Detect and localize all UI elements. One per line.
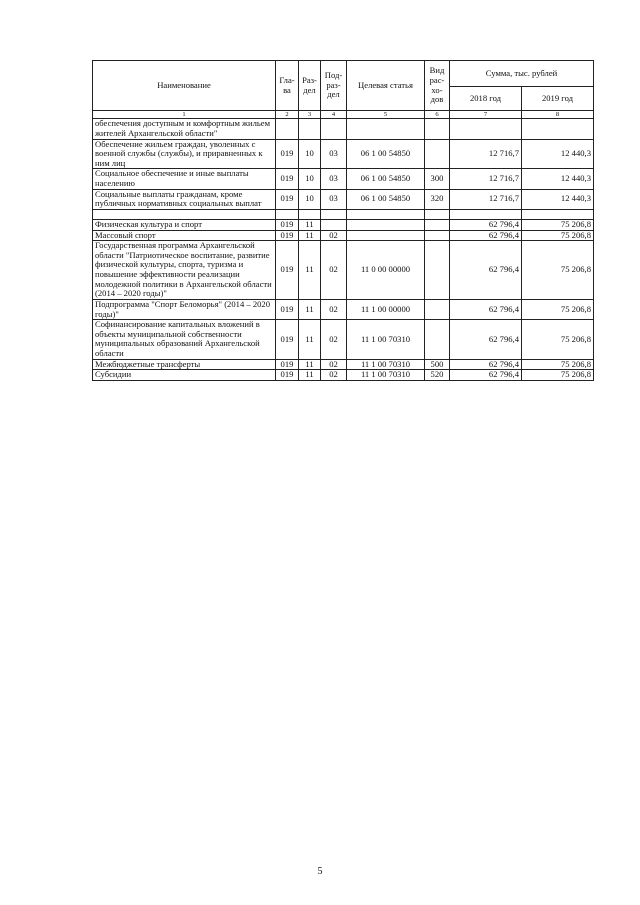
header-target: Целевая статья bbox=[347, 61, 425, 111]
row-sum-2019: 75 206,8 bbox=[522, 370, 594, 381]
table-header bbox=[93, 61, 594, 119]
row-sum-2019: 12 440,3 bbox=[522, 139, 594, 169]
table-row bbox=[93, 299, 594, 319]
row-razdel: 11 bbox=[299, 320, 321, 360]
row-target: 11 1 00 70310 bbox=[347, 320, 425, 360]
row-glava bbox=[276, 209, 299, 219]
row-target bbox=[347, 119, 425, 139]
row-vid bbox=[425, 299, 450, 319]
row-razdel: 11 bbox=[299, 241, 321, 300]
row-vid bbox=[425, 230, 450, 241]
row-podrazdel: 02 bbox=[321, 299, 347, 319]
row-name: Социальное обеспечение и иные выплаты населению bbox=[93, 169, 276, 189]
row-glava: 019 bbox=[276, 139, 299, 169]
table-row bbox=[93, 241, 594, 300]
row-sum-2018 bbox=[450, 119, 522, 139]
table-row bbox=[93, 209, 594, 219]
row-sum-2018: 62 796,4 bbox=[450, 230, 522, 241]
table-row bbox=[93, 359, 594, 370]
table-row bbox=[93, 230, 594, 241]
row-sum-2019: 12 440,3 bbox=[522, 169, 594, 189]
row-razdel bbox=[299, 119, 321, 139]
row-vid bbox=[425, 219, 450, 230]
row-vid bbox=[425, 241, 450, 300]
row-target bbox=[347, 209, 425, 219]
table-row bbox=[93, 219, 594, 230]
row-sum-2019: 75 206,8 bbox=[522, 359, 594, 370]
row-sum-2018: 62 796,4 bbox=[450, 320, 522, 360]
header-name: Наименование bbox=[93, 61, 276, 111]
row-target: 11 1 00 70310 bbox=[347, 359, 425, 370]
row-name: Обеспечение жильем граждан, уволенных с военной службы (службы), и приравненных к ним лиц bbox=[93, 139, 276, 169]
table-body bbox=[93, 119, 594, 381]
row-razdel: 11 bbox=[299, 370, 321, 381]
row-name: Субсидии bbox=[93, 370, 276, 381]
row-podrazdel: 02 bbox=[321, 241, 347, 300]
row-glava: 019 bbox=[276, 241, 299, 300]
row-sum-2019: 12 440,3 bbox=[522, 189, 594, 209]
row-podrazdel bbox=[321, 209, 347, 219]
row-razdel: 11 bbox=[299, 299, 321, 319]
table-row bbox=[93, 320, 594, 360]
budget-table bbox=[92, 60, 594, 381]
row-sum-2018 bbox=[450, 209, 522, 219]
row-sum-2019: 75 206,8 bbox=[522, 219, 594, 230]
row-target bbox=[347, 230, 425, 241]
page-number: 5 bbox=[317, 866, 323, 877]
row-vid bbox=[425, 119, 450, 139]
row-vid: 320 bbox=[425, 189, 450, 209]
column-index: 1 bbox=[93, 111, 276, 119]
row-glava: 019 bbox=[276, 219, 299, 230]
column-index: 8 bbox=[522, 111, 594, 119]
row-target: 11 1 00 00000 bbox=[347, 299, 425, 319]
row-sum-2018: 62 796,4 bbox=[450, 370, 522, 381]
row-glava: 019 bbox=[276, 189, 299, 209]
header-razdel: Раз-дел bbox=[299, 61, 321, 111]
header-year-2018: 2018 год bbox=[450, 87, 522, 111]
row-sum-2018: 62 796,4 bbox=[450, 359, 522, 370]
row-target: 06 1 00 54850 bbox=[347, 169, 425, 189]
row-name: Межбюджетные трансферты bbox=[93, 359, 276, 370]
row-sum-2018: 12 716,7 bbox=[450, 139, 522, 169]
row-sum-2018: 62 796,4 bbox=[450, 241, 522, 300]
row-name: Массовый спорт bbox=[93, 230, 276, 241]
row-name bbox=[93, 209, 276, 219]
row-podrazdel: 02 bbox=[321, 359, 347, 370]
header-year-2019: 2019 год bbox=[522, 87, 594, 111]
row-sum-2019 bbox=[522, 119, 594, 139]
header-vid: Вид рас-хо-дов bbox=[425, 61, 450, 111]
row-sum-2019 bbox=[522, 209, 594, 219]
row-razdel: 11 bbox=[299, 219, 321, 230]
row-name: Софинансирование капитальных вложений в объекты муниципальной собственности муниципальных образований Архангельской области bbox=[93, 320, 276, 360]
column-index: 2 bbox=[276, 111, 299, 119]
column-index: 6 bbox=[425, 111, 450, 119]
table-row bbox=[93, 169, 594, 189]
row-name: Социальные выплаты гражданам, кроме публичных нормативных социальных выплат bbox=[93, 189, 276, 209]
row-razdel bbox=[299, 209, 321, 219]
column-index: 4 bbox=[321, 111, 347, 119]
row-vid: 500 bbox=[425, 359, 450, 370]
row-podrazdel: 03 bbox=[321, 169, 347, 189]
row-target: 06 1 00 54850 bbox=[347, 139, 425, 169]
row-target bbox=[347, 219, 425, 230]
row-sum-2019: 75 206,8 bbox=[522, 299, 594, 319]
row-podrazdel: 02 bbox=[321, 230, 347, 241]
row-sum-2018: 12 716,7 bbox=[450, 169, 522, 189]
row-glava: 019 bbox=[276, 359, 299, 370]
table-row bbox=[93, 139, 594, 169]
row-podrazdel: 03 bbox=[321, 139, 347, 169]
row-sum-2018: 62 796,4 bbox=[450, 219, 522, 230]
column-index: 5 bbox=[347, 111, 425, 119]
row-name: Физическая культура и спорт bbox=[93, 219, 276, 230]
row-glava: 019 bbox=[276, 230, 299, 241]
header-podrazdel: Под-раз-дел bbox=[321, 61, 347, 111]
row-name: Подпрограмма "Спорт Беломорья" (2014 – 2020 годы)" bbox=[93, 299, 276, 319]
row-razdel: 11 bbox=[299, 230, 321, 241]
column-index: 7 bbox=[450, 111, 522, 119]
row-razdel: 10 bbox=[299, 189, 321, 209]
row-vid bbox=[425, 209, 450, 219]
row-razdel: 10 bbox=[299, 139, 321, 169]
table-row bbox=[93, 189, 594, 209]
header-glava: Гла-ва bbox=[276, 61, 299, 111]
header-sum: Сумма, тыс. рублей bbox=[450, 61, 594, 87]
row-vid bbox=[425, 320, 450, 360]
row-glava: 019 bbox=[276, 370, 299, 381]
row-name: обеспечения доступным и комфортным жильем жителей Архангельской области" bbox=[93, 119, 276, 139]
row-name: Государственная программа Архангельской области "Патриотическое воспитание, развитие физической культуры, спорта, туризма и повышение эффективности реализации молодежной политики в Архангельской области (2014 – 2020 годы)" bbox=[93, 241, 276, 300]
row-target: 11 1 00 70310 bbox=[347, 370, 425, 381]
row-vid bbox=[425, 139, 450, 169]
row-sum-2019: 75 206,8 bbox=[522, 241, 594, 300]
row-razdel: 11 bbox=[299, 359, 321, 370]
row-glava: 019 bbox=[276, 320, 299, 360]
table-row bbox=[93, 370, 594, 381]
row-sum-2018: 62 796,4 bbox=[450, 299, 522, 319]
row-target: 11 0 00 00000 bbox=[347, 241, 425, 300]
row-sum-2018: 12 716,7 bbox=[450, 189, 522, 209]
row-vid: 300 bbox=[425, 169, 450, 189]
row-podrazdel bbox=[321, 219, 347, 230]
row-glava bbox=[276, 119, 299, 139]
row-glava: 019 bbox=[276, 169, 299, 189]
row-glava: 019 bbox=[276, 299, 299, 319]
row-podrazdel bbox=[321, 119, 347, 139]
row-razdel: 10 bbox=[299, 169, 321, 189]
row-podrazdel: 02 bbox=[321, 370, 347, 381]
row-podrazdel: 03 bbox=[321, 189, 347, 209]
table-row bbox=[93, 119, 594, 139]
column-index: 3 bbox=[299, 111, 321, 119]
row-sum-2019: 75 206,8 bbox=[522, 230, 594, 241]
row-podrazdel: 02 bbox=[321, 320, 347, 360]
row-vid: 520 bbox=[425, 370, 450, 381]
row-target: 06 1 00 54850 bbox=[347, 189, 425, 209]
row-sum-2019: 75 206,8 bbox=[522, 320, 594, 360]
